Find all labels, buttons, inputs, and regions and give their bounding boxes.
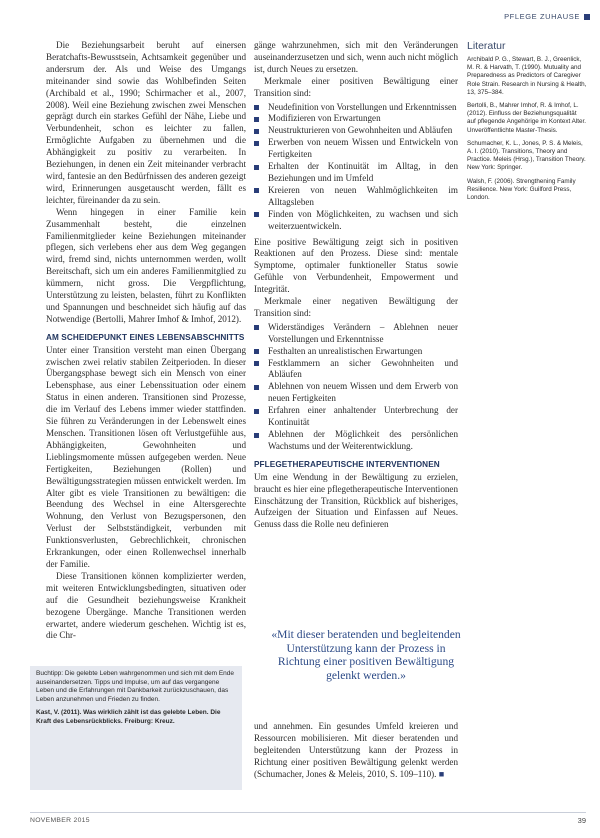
negative-list bbox=[254, 322, 458, 453]
pull-quote: «Mit dieser beratenden und begleitenden Unterstützung kann der Prozess in Richtung einer positiven Bewältigung gelenkt werden.» bbox=[271, 628, 461, 682]
running-header bbox=[472, 12, 590, 24]
literature-entry: Archibald P. G., Stewart, B. J., Greenlick, M. R. & Harvath, T. (1990). Mutuality and Preparedness as Predictors of Caregiver Role Strain. Research in Nursing & Health, 13, 375–384. bbox=[467, 56, 587, 96]
middle-bottom-paragraph bbox=[254, 721, 458, 781]
left-paragraph-2: Wenn hingegen in einer Familie kein Zusammenhalt besteht, die einzelnen Familienmitglieder keine Beziehungen miteinander pflegen, sich verlebens eher aus dem Weg gegangen wird, fremd sind, nichts unternommen werden, wollt Bereitschaft, sich um ein anderes Familienmitglied zu kümmern, nicht gross. Die Vergpflichtung, Unterstützung zu leisten, belasten, führt zu Konflikten und Spannungen und beschneidet sich häufig auf das Notwendige (Bertolli, Mahrer Imhof & Imhof, 2012). bbox=[46, 206, 246, 324]
book-tip bbox=[36, 670, 236, 732]
list-item: Neustrukturieren von Gewohnheiten und Abläufen bbox=[254, 125, 458, 137]
middle-column-bottom bbox=[254, 721, 458, 781]
literature-list bbox=[467, 56, 587, 202]
left-column bbox=[46, 40, 246, 642]
literature-entry: Schumacher, K. L., Jones, P. S. & Meleis, A. I. (2010). Transitions, Theory and Practice. Meleis (Hrsg.), Transition Theory. New York: Springer. bbox=[467, 139, 586, 172]
list-item: Neudefinition von Vorstellungen und Erkenntnissen bbox=[254, 102, 458, 114]
literature-sidebar bbox=[467, 40, 587, 207]
list-item: Erwerben von neuem Wissen und Entwickeln von Fertigkeiten bbox=[254, 137, 458, 161]
left-paragraph-4: Diese Transitionen können komplizierter werden, mit weiteren Entwicklungsbedingten, situativen oder auf die Gesundheit beziehungsweise Krankheit bezogene Übergänge. Manche Transitionen werden erwartet, andere wiederum geschehen. Wichtig ist es, die Chr- bbox=[46, 570, 246, 641]
middle-bottom-text: und annehmen. Ein gesundes Umfeld kreieren und Ressourcen mobilisieren. Mit dieser beratenden und begleitenden Unterstützung kann der Prozess in Richtung einer positiven Bewältigung gelenkt werden (Schumacher, Jones & Meleis, 2010, S. 109–110). bbox=[254, 721, 458, 779]
left-paragraph-1: Die Beziehungsarbeit beruht auf einersen Beratchafts-Bewusstsein, Achtsamkeit gegenüber und andersrum der. Als und Weise des Umgangs miteinander sind sowie das Wohlbefinden Seiten (Archibald et al., 1990; Schirmacher et al., 2007, 2008). Weil eine Beziehung zwischen zwei Menschen geprägt durch ein starkes Gefühl der Nähe, Liebe und Verbundenheit, schon es leichter zu fallen, Ermöglichte Aufgaben zu übernehmen und die Abhängigkeit zu positiv zu verarbeiten. In Beziehungen, in denen ein Zeit miteinander verbracht wird, fantesie an den Bedürfnissen des anderen gezeigt wird, Erinnerungen ausgetauscht werden, fällt es leichter, füreinander da zu sein. bbox=[46, 40, 246, 205]
section-heading-transition: AM SCHEIDEPUNKT EINES LEBENSABSCHNITTS bbox=[46, 332, 245, 342]
footer-issue: NOVEMBER 2015 bbox=[30, 817, 90, 824]
book-tip-text: Buchtipp: Die gelebte Leben wahrgenommen und sich mit dem Ende auseinandersetzen. Tipps und Impulse, um auf das vergangene Leben und die Erfahrungen mit Dankbarkeit zurückzuschauen, das Leben anzunehmen und Frieden zu finden. bbox=[36, 670, 235, 703]
list-item: Widerständiges Verändern – Ablehnen neuer Vorstellungen und Erkenntnisse bbox=[254, 322, 458, 346]
positive-intro: Merkmale einer positiven Bewältigung einer Transition sind: bbox=[254, 75, 458, 98]
literature-entry: Walsh, F. (2006). Strengthening Family Resilience. New York: Guilford Press, London. bbox=[467, 177, 576, 202]
list-item: Festklammern an sicher Gewohnheiten und Abläufen bbox=[254, 358, 458, 382]
list-item: Ablehnen von neuem Wissen und dem Erwerb von neuen Fertigkeiten bbox=[254, 381, 458, 405]
middle-paragraph-2: Eine positive Bewältigung zeigt sich in positiven Reaktionen auf den Prozess. Diese sind: mentale Symptome, optimaler funktioneller Status sowie Gefühle von Verbundenheit, Empowerment und Integrität. bbox=[254, 236, 458, 295]
header-square-icon bbox=[584, 14, 590, 20]
section-heading-interventions: PFLEGETHERAPEUTISCHE INTERVENTIONEN bbox=[254, 459, 440, 469]
list-item: Ablehnen der Möglichkeit des persönlichen Wachstums und der Weiterentwicklung. bbox=[254, 429, 458, 453]
page-number: 39 bbox=[577, 816, 586, 825]
book-tip-reference: Kast, V. (2011). Was wirklich zählt ist das gelebte Leben. Die Kraft des Lebensrückblicks. Freiburg: Kreuz. bbox=[36, 709, 221, 725]
list-item: Erfahren einer anhaltender Unterbrechung der Kontinuität bbox=[254, 405, 458, 429]
list-item: Kreieren von neuen Wahlmöglichkeiten im Alltagsleben bbox=[254, 185, 458, 209]
negative-intro: Merkmale einer negativen Bewältigung der Transition sind: bbox=[254, 296, 458, 318]
header-label: PFLEGE ZUHAUSE bbox=[504, 12, 580, 21]
middle-column bbox=[254, 40, 458, 531]
literature-title: Literatur bbox=[467, 40, 506, 52]
list-item: Finden von Möglichkeiten, zu wachsen und sich weiterzuentwickeln. bbox=[254, 209, 458, 233]
list-item: Erhalten der Kontinuität im Alltag, in den Beziehungen und im Umfeld bbox=[254, 161, 458, 185]
left-paragraph-3: Unter einer Transition versteht man einen Übergang zwischen zwei relativ stabilen Zeitperioden. In dieser Übergangsphase bewegt sich ein Mensch von einer Lebensphase, aus einer Lebenssituation oder einem Status in einen anderen. Transitionen sind Prozesse, die im Verlauf des Lebens immer wieder stattfinden. Sie führen zu Veränderungen in der Lebenswelt eines Menschen. Transitionen lösen oft Verlustgefühle aus, Abhängigkeiten, Gewohnheiten und Lieblingsmomente müssen aufgegeben werden. Neue Fertigkeiten, Beziehungen (Rollen) und Bewältigungsstrategien müssen entwickelt werden. Im Alter gibt es viele Transitionen zu bewältigen: die Beendung des Wechsel in eine Altersgerechte Wohnung, den Verlust von Bezugspersonen, den Verlust der Selbstständigkeit, verbunden mit Funktionsverlusten, Gebrechlichkeit, chronischen Erkrankungen, oder einen Rollenwechsel innerhalb der Familie. bbox=[46, 344, 246, 569]
middle-paragraph-1: gänge wahrzunehmen, sich mit den Veränderungen auseinanderzusetzen und sich, wenn auch nicht möglich ist, durch Neues zu ersetzen. bbox=[254, 40, 458, 74]
list-item: Festhalten an unrealistischen Erwartungen bbox=[254, 346, 458, 358]
list-item: Modifizieren von Erwartungen bbox=[254, 113, 458, 125]
footer-divider bbox=[30, 812, 586, 813]
end-mark-icon: ■ bbox=[438, 768, 445, 779]
literature-entry: Bertolli, B., Mahrer Imhof, R. & Imhof, L. (2012). Einfluss der Beziehungsqualität auf pflegende Angehörige im Kontext Alter. Unveröffentlichte Master-Thesis. bbox=[467, 102, 587, 134]
middle-paragraph-3: Um eine Wendung in der Bewältigung zu erzielen, braucht es hier eine pflegetherapeutische Interventionen Einschätzung der Transition, Rückblick auf bisheriges, Aufzeigen der Situation und Einfassen auf Neues. Genuss dass die Rolle neu definieren bbox=[254, 471, 458, 530]
positive-list bbox=[254, 102, 458, 233]
